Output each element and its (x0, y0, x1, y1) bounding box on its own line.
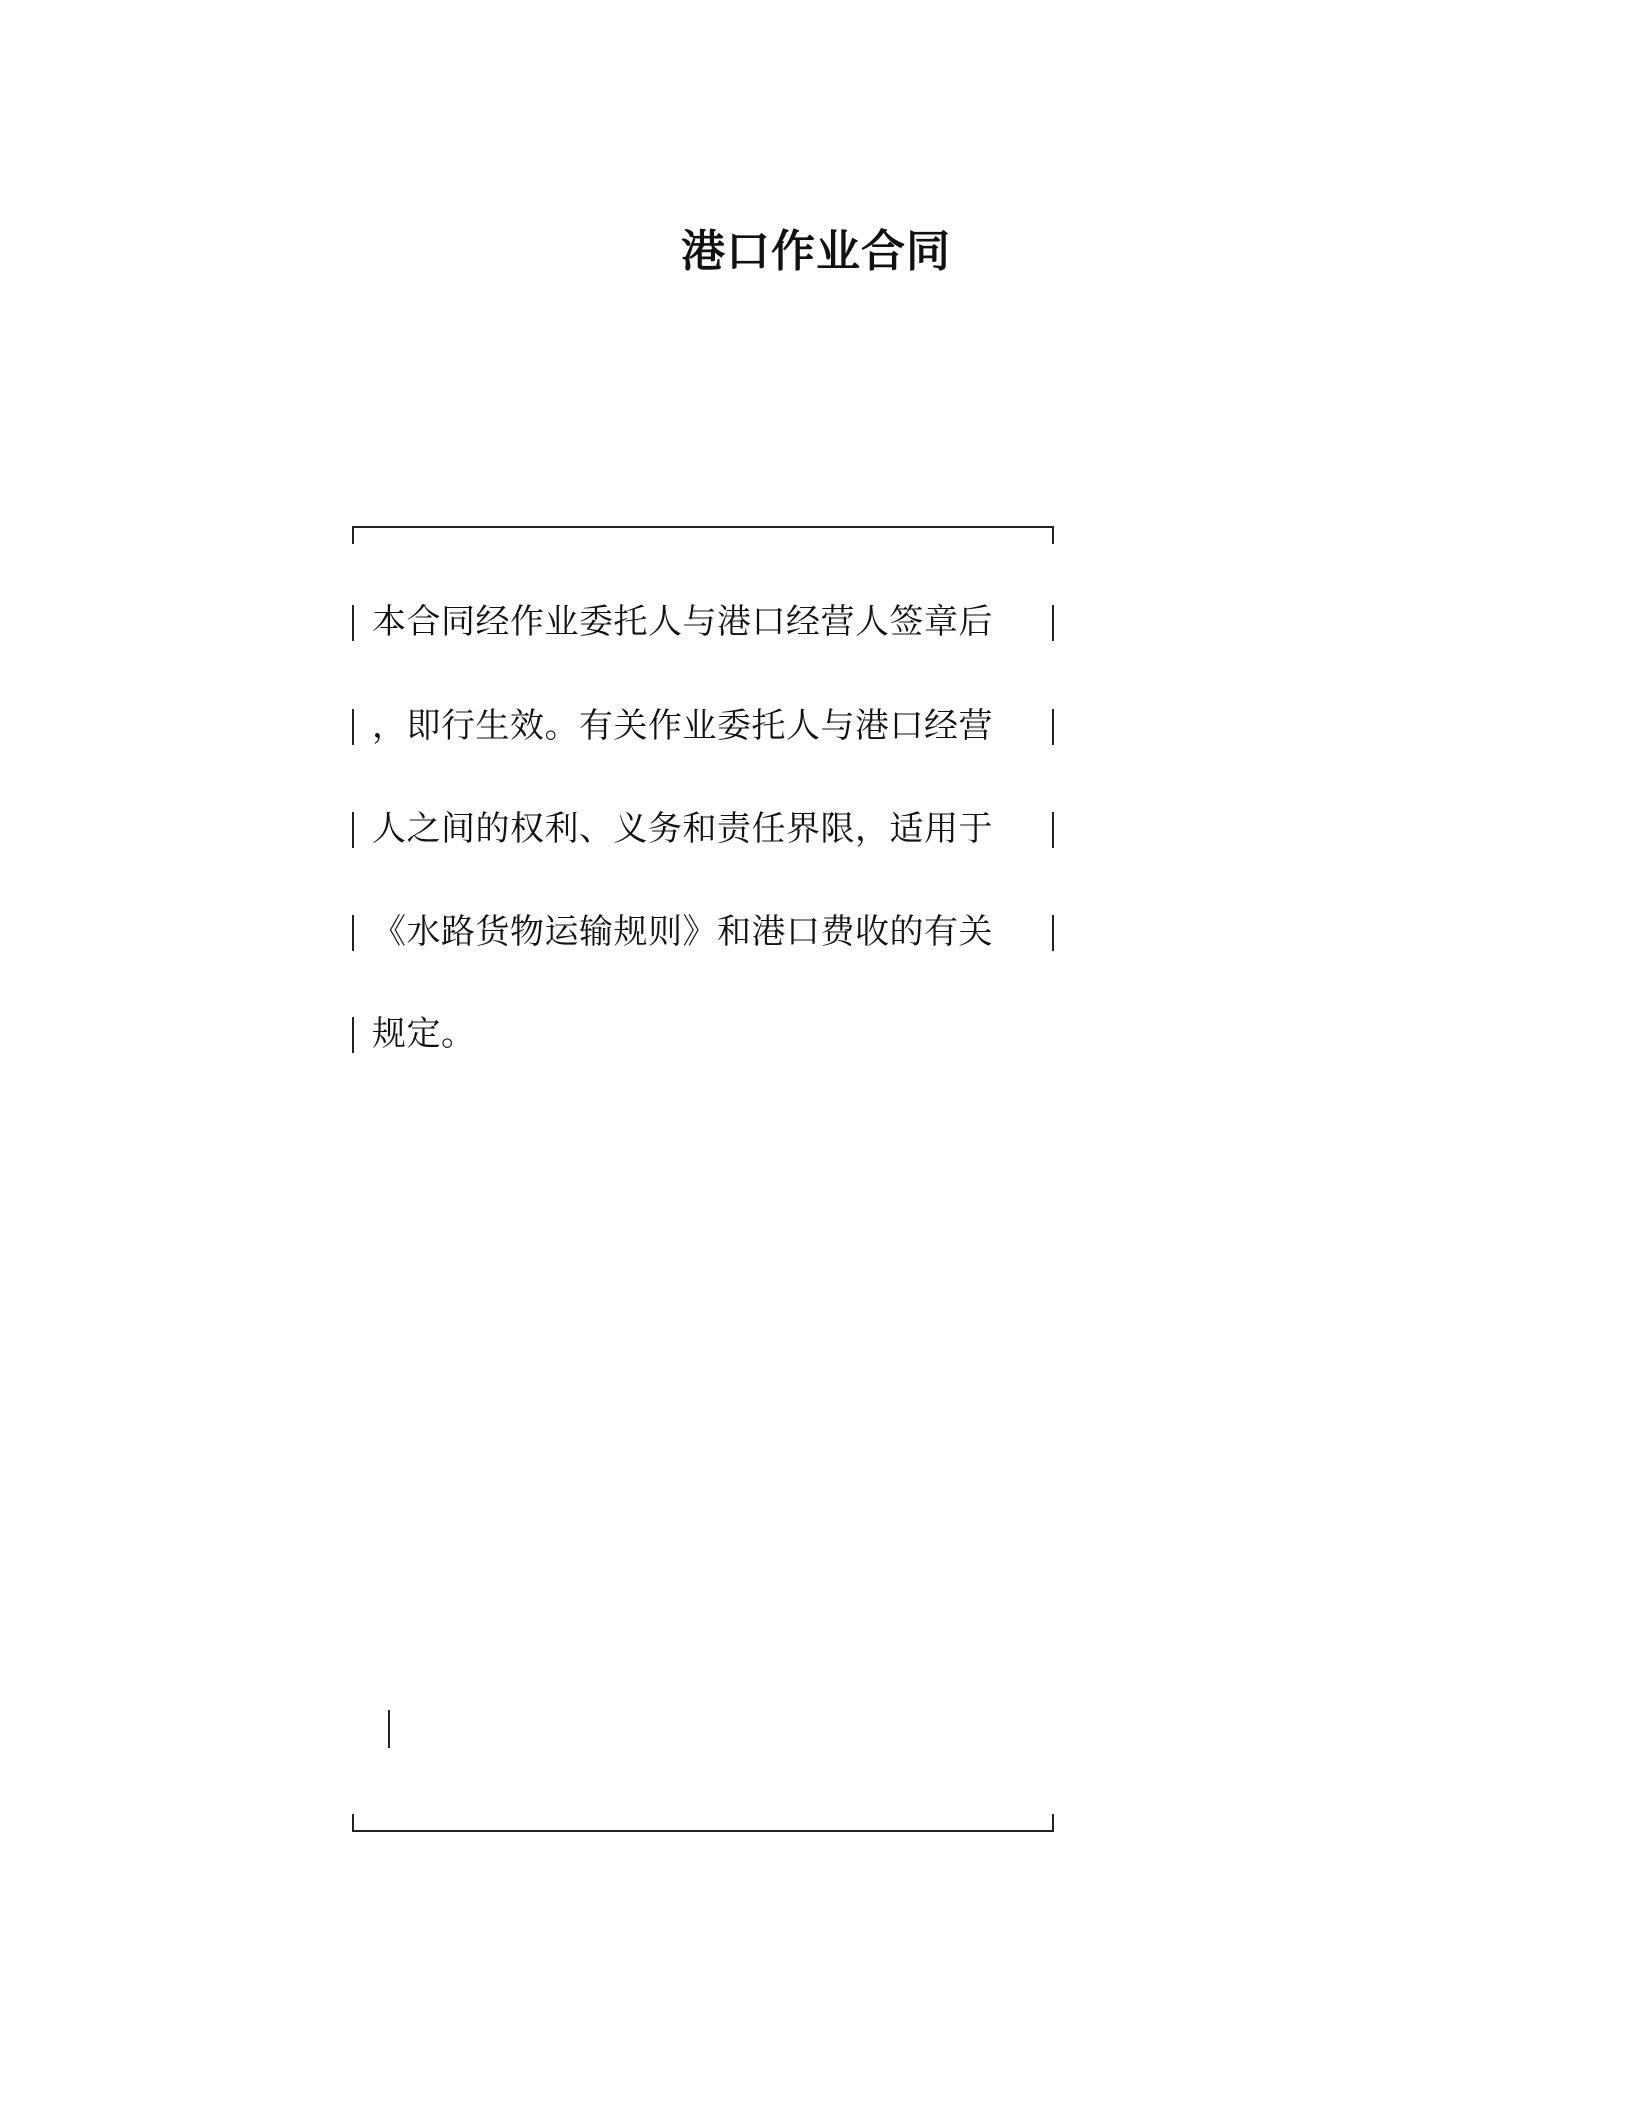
body-line-5: 规定。 (372, 1014, 476, 1054)
line-4-left-bar (352, 915, 354, 951)
line-3-left-bar (352, 812, 354, 848)
text-cursor-mark (388, 1710, 390, 1748)
body-line-1: 本合同经作业委托人与港口经营人签章后 (372, 602, 993, 642)
line-2-right-bar (1052, 709, 1054, 745)
line-2-left-bar (352, 709, 354, 745)
frame-top-line (352, 526, 1054, 528)
document-title: 港口作业合同 (681, 226, 951, 277)
body-line-3: 人之间的权利、义务和责任界限，适用于 (372, 809, 993, 849)
frame-bottom-line (352, 1830, 1054, 1832)
line-5-left-bar (352, 1017, 354, 1053)
line-4-right-bar (1052, 915, 1054, 951)
frame-top-right-tick (1052, 526, 1054, 544)
body-line-2: ，即行生效。有关作业委托人与港口经营 (372, 706, 993, 746)
line-3-right-bar (1052, 812, 1054, 848)
body-line-4: 《水路货物运输规则》和港口费收的有关 (372, 912, 993, 952)
frame-top-left-tick (352, 526, 354, 544)
line-1-right-bar (1052, 605, 1054, 641)
line-1-left-bar (352, 605, 354, 641)
